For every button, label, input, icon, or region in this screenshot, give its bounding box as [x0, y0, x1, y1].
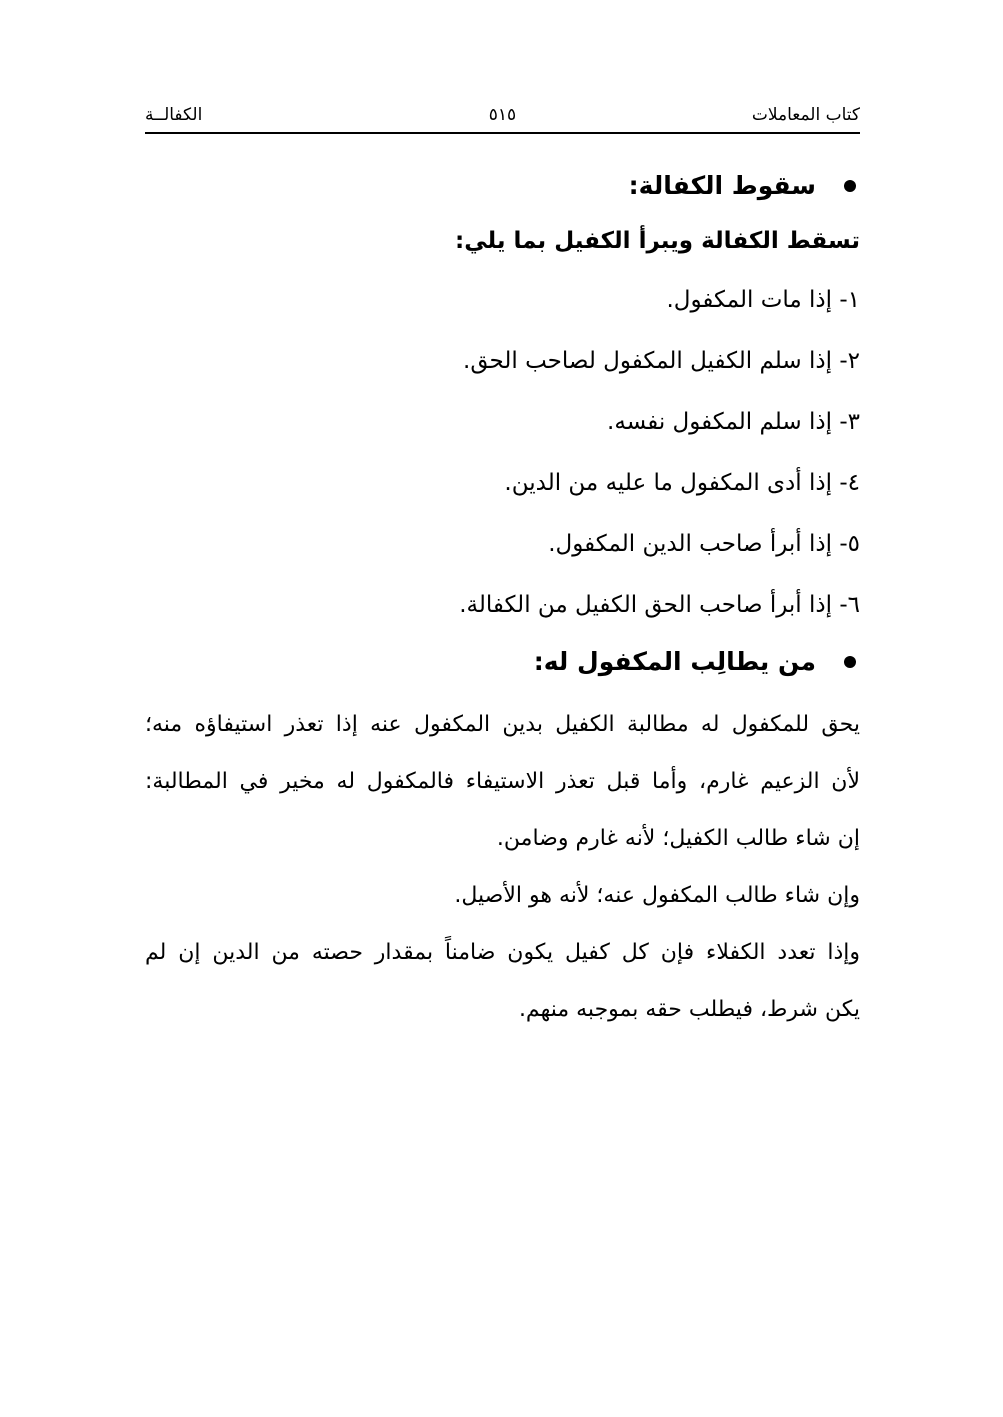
list-item: ٦- إذا أبرأ صاحب الحق الكفيل من الكفالة. [459, 592, 860, 618]
page-header [145, 98, 860, 134]
chapter-title: الكفالــة [145, 105, 203, 125]
section-subtitle: تسقط الكفالة ويبرأ الكفيل بما يلي: [455, 228, 860, 254]
section-heading-who-claims [145, 636, 860, 688]
book-title: كتاب المعاملات [751, 105, 860, 125]
list-item: ٣- إذا سلم المكفول نفسه. [607, 409, 860, 435]
list-item: ١- إذا مات المكفول. [666, 287, 860, 313]
paragraph-line: يكن شرط، فيطلب حقه بموجبه منهم. [518, 997, 860, 1022]
section-title: سقوط الكفالة: [628, 171, 816, 200]
list-item: ٥- إذا أبرأ صاحب الدين المكفول. [548, 531, 860, 557]
section-title: من يطالِب المكفول له: [533, 647, 816, 676]
paragraph-line: إن شاء طالب الكفيل؛ لأنه غارم وضامن. [496, 826, 860, 851]
page-number: ٥١٥ [488, 105, 517, 125]
paragraph-line: وإذا تعدد الكفلاء فإن كل كفيل يكون ضامناً بمقدار حصته من الدين إن لم [145, 940, 860, 965]
paragraph-line: وإن شاء طالب المكفول عنه؛ لأنه هو الأصيل. [454, 883, 860, 908]
bullet-icon [844, 180, 856, 192]
list-item: ٢- إذا سلم الكفيل المكفول لصاحب الحق. [463, 348, 860, 374]
bullet-icon [844, 656, 856, 668]
section-heading-fall-of-guarantee [145, 160, 860, 212]
paragraph-line: لأن الزعيم غارم، وأما قبل تعذر الاستيفاء فالمكفول له مخير في المطالبة: [145, 769, 860, 794]
page-body [145, 160, 860, 1038]
paragraph-line: يحق للمكفول له مطالبة الكفيل بدين المكفول عنه إذا تعذر استيفاؤه منه؛ [145, 712, 860, 737]
list-item: ٤- إذا أدى المكفول ما عليه من الدين. [504, 470, 860, 496]
